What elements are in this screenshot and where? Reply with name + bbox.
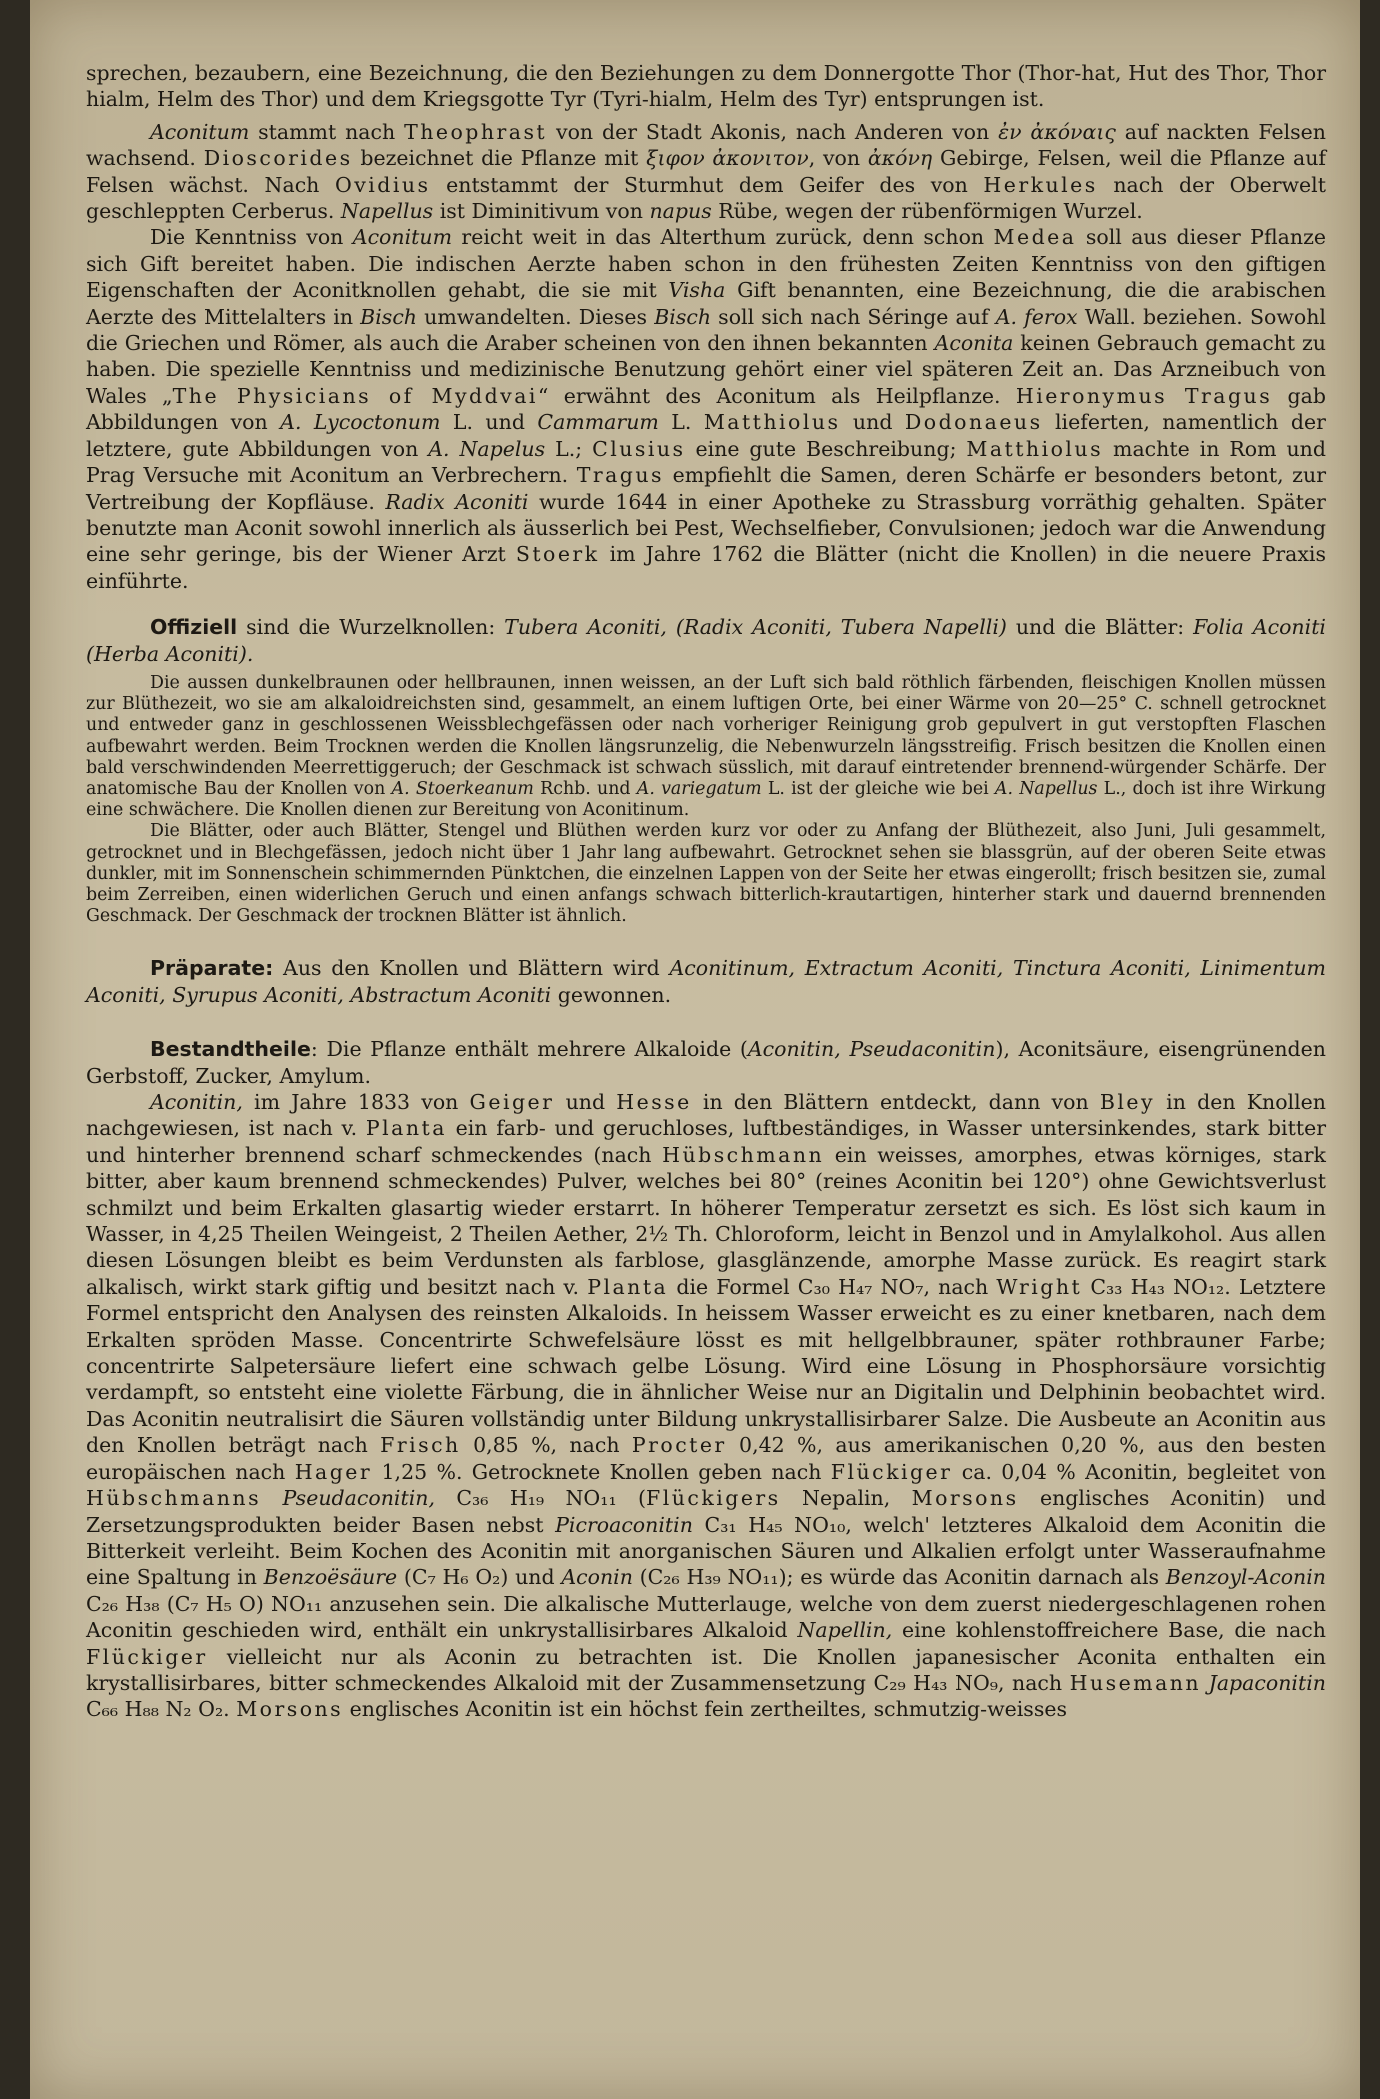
text-segment: Wall. beziehen. Sowohl die Griechen und Römer, als auch die Araber scheinen von den ihnen bekannten bbox=[86, 304, 1326, 356]
italic-text: Visha bbox=[668, 278, 726, 303]
text-segment: im Jahre 1762 die Blätter (nicht die Knollen) in die neuere Praxis einführte. bbox=[86, 542, 1326, 593]
text-segment: stammt nach bbox=[249, 119, 405, 144]
section-heading: Bestandtheile bbox=[150, 1037, 311, 1062]
text-segment: ist Diminitivum von bbox=[433, 199, 650, 224]
text-segment: bezeichnet die Pflanze mit bbox=[352, 146, 647, 171]
italic-text: Benzoësäure bbox=[263, 1565, 398, 1590]
italic-text: Aconita bbox=[934, 331, 1014, 356]
text-segment: Aus den Knollen und Blättern wird bbox=[273, 956, 670, 981]
italic-text: Aconin bbox=[561, 1565, 633, 1590]
italic-text: Napellin, bbox=[797, 1618, 893, 1643]
text-segment: und bbox=[840, 410, 905, 435]
text-segment: in den Knollen nachgewiesen, ist nach v. bbox=[86, 1090, 1327, 1141]
spaced-name: The Physicians of Myddvai bbox=[172, 383, 538, 408]
text-segment: ca. 0,04 % Aconitin, begleitet von bbox=[952, 1459, 1326, 1484]
text-segment: ein weisses, amorphes, etwas körniges, stark bitter, aber kaum brennend schmeckendes) Pulver, welches bei 80° (reines Aconitin bei 120°) ohne Gewichtsverlust schmilzt und beim Erkalten glasartig wieder erstarrt. In höherer Temperatur zersetzt es sich. Es löst sich kaum in Wasser, in 4,25 Theilen Weingeist, 2 Theilen Aether, 2½ Th. Chloroform, leicht in Benzol und in Amylalkohol. Aus allen diesen Lösungen bleibt es beim Verdunsten als farblose, glasglänzende, amorphe Masse zurück. Es reagirt stark alkalisch, wirkt stark giftig und besitzt nach v. bbox=[86, 1142, 1326, 1299]
italic-text: Cammarum bbox=[537, 410, 659, 435]
spaced-name: Flückiger bbox=[830, 1459, 953, 1484]
spaced-name: Hübschmann bbox=[662, 1142, 825, 1167]
italic-text: A. Napellus bbox=[994, 778, 1098, 799]
text-segment: empfiehlt die Samen, deren Schärfe er besonders betont, zur Vertreibung der Kopfläuse. bbox=[86, 463, 1326, 514]
text-segment: gab Abbildungen von bbox=[86, 383, 1326, 435]
text-segment: im Jahre 1833 von bbox=[242, 1090, 470, 1114]
text-segment: eine gute Beschreibung; bbox=[685, 436, 967, 461]
spaced-name: Dodonaeus bbox=[904, 410, 1043, 435]
paragraph-p1 bbox=[86, 60, 1326, 113]
spaced-name: Matthiolus bbox=[703, 410, 841, 435]
text-segment: von der Stadt Akonis, nach Anderen von bbox=[547, 119, 999, 144]
text-segment: nach der Oberwelt geschleppten Cerberus. bbox=[86, 172, 1326, 224]
italic-text: ξιφον ἀκονιτον bbox=[646, 146, 809, 171]
paragraph-p8 bbox=[86, 1036, 1326, 1089]
italic-text: A. Lycoctonum bbox=[280, 410, 441, 435]
paragraph-p4 bbox=[86, 614, 1326, 667]
text-segment: L.; bbox=[545, 436, 593, 461]
paragraph-p9 bbox=[86, 1089, 1326, 1723]
text-segment: ), Aconitsäure, eisengrünenden Gerbstoff, Zucker, Amylum. bbox=[86, 1037, 1326, 1088]
italic-text: Folia Aconiti (Herba Aconiti). bbox=[86, 615, 1326, 666]
text-segment: und die Blätter: bbox=[1006, 615, 1194, 640]
spaced-name: Dioscorides bbox=[203, 146, 353, 171]
italic-text: Aconitin, Pseudaconitin bbox=[747, 1037, 996, 1062]
text-segment: machte in Rom und Prag Versuche mit Aconitum an Verbrechern. bbox=[86, 436, 1326, 488]
text-segment: Die aussen dunkelbraunen oder hellbraunen, innen weissen, an der Luft sich bald röthlich färbenden, fleischigen Knollen müssen zur Blüthezeit, wo sie am alkaloidreichsten sind, gesammelt, an einem luftigen Orte, bei einer Wärme von 20—25° C. schnell getrocknet und entweder ganz in geschlossenen Weissblechgefässen oder nach vorheriger Reinigung grob gepulvert in gut verstopften Flaschen aufbewahrt werden. Beim Trocknen werden die Knollen längsrunzelig, die Nebenwurzeln längsstreifig. Frisch besitzen die Knollen einen bald verschwindenden Meerrettiggeruch; der Geschmack ist schwach süsslich, mit darauf eintretender brennend-würgender Schärfe. Der anatomische Bau der Knollen von bbox=[86, 672, 1326, 799]
text-segment: Rübe, wegen der rübenförmigen Wurzel. bbox=[711, 199, 1143, 224]
text-segment: Die Kenntniss von bbox=[150, 225, 353, 250]
spaced-name: Morsons bbox=[236, 1697, 344, 1722]
spaced-name: Bley bbox=[1099, 1090, 1156, 1114]
spaced-name: Clusius bbox=[592, 436, 686, 461]
text-segment: keinen Gebrauch gemacht zu haben. Die spezielle Kenntniss und medizinische Benutzung gehört einer viel späteren Zeit an. Das Arzneibuch von Wales „ bbox=[86, 331, 1327, 408]
text-segment: C₃₁ H₄₅ NO₁₀, welch' letzteres Alkaloid dem Aconitin die Bitterkeit verleiht. Beim Kochen des Aconitin mit anorganischen Säuren und Alkalien erfolgt unter Wasseraufnahme eine Spaltung in bbox=[86, 1512, 1326, 1590]
italic-text: A. ferox bbox=[995, 304, 1078, 329]
text-segment: soll aus dieser Pflanze sich Gift bereitet haben. Die indischen Aerzte haben schon in den frühesten Zeiten Kenntniss von den giftigen Eigenschaften der Aconitknollen gehabt, die sie mit bbox=[86, 225, 1327, 303]
italic-text: Aconitum bbox=[150, 119, 250, 144]
spaced-name: Wright bbox=[996, 1274, 1083, 1299]
text-segment: auf nackten Felsen wachsend. bbox=[86, 119, 1327, 171]
text-segment bbox=[261, 1486, 282, 1510]
italic-text: ἐν ἀκόναις bbox=[998, 119, 1116, 144]
text-segment: englisches Aconitin ist ein höchst fein zertheiltes, schmutzig-weisses bbox=[343, 1697, 1067, 1722]
spaced-name: Procter bbox=[631, 1433, 727, 1458]
italic-text: A. variegatum bbox=[636, 778, 762, 799]
spaced-name: Planta bbox=[365, 1116, 447, 1141]
text-segment: und bbox=[554, 1090, 617, 1114]
spaced-name: Planta bbox=[587, 1274, 669, 1299]
text-segment: Rchb. und bbox=[533, 778, 637, 799]
paragraph-p2 bbox=[86, 119, 1326, 225]
text-segment: wurde 1644 in einer Apotheke zu Strassburg vorräthig gehalten. Später benutzte man Aconit sowohl innerlich als äusserlich bei Pest, Wechselfieber, Convulsionen; jedoch war die Anwendung eine sehr geringe, bis der Wiener Arzt bbox=[86, 489, 1326, 567]
italic-text: A. Napelus bbox=[428, 436, 546, 461]
italic-text: Aconitum bbox=[352, 225, 453, 250]
paragraph-p3 bbox=[86, 224, 1326, 594]
text-segment: L. bbox=[658, 410, 704, 435]
italic-text: A. Stoerkeanum bbox=[391, 778, 534, 799]
text-segment: C₃₆ H₁₉ NO₁₁ ( bbox=[434, 1486, 647, 1511]
spaced-name: Hager bbox=[294, 1459, 373, 1484]
paragraph-p6 bbox=[86, 821, 1326, 927]
text-segment: C₆₆ H₈₈ N₂ O₂. bbox=[86, 1697, 237, 1722]
text-segment: Gebirge, Felsen, weil die Pflanze auf Felsen wächst. Nach bbox=[86, 146, 1327, 197]
text-segment: “ erwähnt des Aconitum als Heilpflanze. bbox=[537, 383, 1016, 408]
spaced-name: Herkules bbox=[983, 172, 1098, 197]
text-segment: die Formel C₃₀ H₄₇ NO₇, nach bbox=[668, 1274, 997, 1299]
spaced-name: Geiger bbox=[469, 1090, 555, 1114]
text-segment: eine kohlenstoffreichere Base, die nach bbox=[892, 1618, 1326, 1643]
spaced-name: Tragus bbox=[576, 463, 665, 488]
spaced-name: Hübschmanns bbox=[86, 1486, 262, 1511]
italic-text: Aconitinum, Extractum Aconiti, Tinctura Aconiti, Linimentum Aconiti, Syrupus Aconiti, Abstractum Aconiti bbox=[86, 956, 1326, 1007]
text-segment: : Die Pflanze enthält mehrere Alkaloide ( bbox=[310, 1037, 748, 1062]
text-segment: 0,42 %, aus amerikanischen 0,20 %, aus den besten europäischen nach bbox=[86, 1433, 1326, 1484]
book-page bbox=[30, 0, 1360, 2099]
italic-text: Napellus bbox=[340, 199, 434, 224]
text-segment: lieferten, namentlich der letztere, gute Abbildungen von bbox=[86, 410, 1326, 461]
text-segment: vielleicht nur als Aconin zu betrachten ist. Die Knollen japanesischer Aconita enthalten ein krystallisirbares, bitter schmeckendes Alkaloid mit der Zusammensetzung C₂₉ H₄₃ NO₉, nach bbox=[86, 1644, 1326, 1695]
text-segment: L. ist der gleiche wie bei bbox=[761, 778, 995, 799]
spaced-name: Hesse bbox=[616, 1090, 692, 1114]
text-segment: ein farb- und geruchloses, luftbeständiges, in Wasser untersinkendes, stark bitter und hinterher brennend scharf schmeckendes (nach bbox=[86, 1116, 1326, 1167]
text-segment: gewonnen. bbox=[551, 982, 672, 1007]
text-segment: L. und bbox=[440, 410, 538, 435]
spaced-name: Medea bbox=[993, 225, 1077, 250]
italic-text: Japaconitin bbox=[1208, 1670, 1326, 1695]
text-segment: Nepalin, bbox=[780, 1486, 912, 1511]
text-segment: (C₂₆ H₃₉ NO₁₁); es würde das Aconitin darnach als bbox=[632, 1565, 1166, 1590]
text-segment: C₃₃ H₄₃ NO₁₂. Letztere Formel entspricht den Analysen des reinsten Alkaloids. In heissem Wasser erweicht es zu einer knetbaren, nach dem Erkalten spröden Masse. Concentrirte Schwefelsäure lösst es mit hellgelbbrauner, später rothbrauner Farbe; concentrirte Salpetersäure liefert eine schwach gelbe Lösung. Wird eine Lösung in Phosphorsäure vorsichtig verdampft, so entsteht eine violette Färbung, die in ähnlicher Weise nur an Digitalin und Delphinin beobachtet wird. Das Aconitin neutralisirt die Säuren vollständig unter Bildung unkrystallisirbarer Salze. Die Ausbeute an Aconitin aus den Knollen beträgt nach bbox=[86, 1274, 1326, 1458]
spaced-name: Theophrast bbox=[404, 119, 548, 144]
page-text bbox=[86, 60, 1326, 1723]
text-segment: L., doch ist ihre Wirkung eine schwächere. Die Knollen dienen zur Bereitung von Aconitinum. bbox=[86, 778, 1327, 821]
text-segment: englisches Aconitin) und Zersetzungsprodukten beider Basen nebst bbox=[86, 1486, 1326, 1537]
text-segment: 0,85 %, nach bbox=[460, 1433, 632, 1458]
text-segment: sprechen, bezaubern, eine Bezeichnung, die den Beziehungen zu dem Donnergotte Thor (Thor-hat, Hut des Thor, Thor hialm, Helm des Thor) und dem Kriegsgotte Tyr (Tyri-hialm, Helm des Tyr) entsprungen ist. bbox=[86, 61, 1326, 112]
spaced-name: Ovidius bbox=[334, 172, 431, 197]
text-segment: Gift benannten, eine Bezeichnung, die die arabischen Aerzte des Mittelalters in bbox=[86, 278, 1326, 329]
text-segment: umwandelten. Dieses bbox=[417, 304, 655, 329]
italic-text: ἀκόνη bbox=[867, 146, 933, 171]
italic-text: Aconitin, bbox=[150, 1090, 243, 1114]
italic-text: napus bbox=[649, 199, 712, 224]
text-segment: C₂₆ H₃₈ (C₇ H₅ O) NO₁₁ anzusehen sein. Die alkalische Mutterlauge, welche von dem zuerst niedergeschlagenen rohen Aconitin geschieden wird, enthält ein unkrystallisirbares Alkaloid bbox=[86, 1591, 1326, 1643]
section-heading: Offiziell bbox=[150, 615, 238, 640]
italic-text: Picroaconitin bbox=[555, 1512, 693, 1537]
spaced-name: Morsons bbox=[911, 1486, 1019, 1511]
italic-text: Bisch bbox=[360, 304, 417, 329]
spaced-name: Flückiger bbox=[86, 1644, 208, 1669]
italic-text: Pseudaconitin, bbox=[282, 1486, 435, 1511]
italic-text: Tubera Aconiti, (Radix Aconiti, Tubera Napelli) bbox=[504, 615, 1007, 640]
spaced-name: Stoerk bbox=[515, 542, 600, 567]
text-segment: reicht weit in das Alterthum zurück, denn schon bbox=[452, 225, 994, 250]
paragraph-p5 bbox=[86, 673, 1326, 821]
text-segment: 1,25 %. Getrocknete Knollen geben nach bbox=[372, 1459, 831, 1484]
spaced-name: Flückigers bbox=[646, 1486, 781, 1511]
spaced-name: Husemann bbox=[1069, 1670, 1202, 1695]
text-segment: (C₇ H₆ O₂) und bbox=[397, 1565, 562, 1590]
italic-text: Radix Aconiti bbox=[385, 489, 529, 514]
text-segment bbox=[1201, 1671, 1209, 1695]
text-segment: entstammt der Sturmhut dem Geifer des von bbox=[430, 172, 984, 197]
italic-text: Benzoyl-Aconin bbox=[1165, 1565, 1326, 1590]
spaced-name: Hieronymus Tragus bbox=[1015, 383, 1273, 408]
italic-text: Bisch bbox=[654, 304, 712, 329]
text-segment: in den Blättern entdeckt, dann von bbox=[691, 1090, 1100, 1114]
spaced-name: Matthiolus bbox=[966, 436, 1104, 461]
spaced-name: Frisch bbox=[380, 1433, 461, 1458]
text-segment: , von bbox=[808, 146, 868, 171]
text-segment: sind die Wurzelknollen: bbox=[237, 615, 505, 640]
section-heading: Präparate: bbox=[150, 956, 274, 981]
text-segment: soll sich nach Séringe auf bbox=[711, 304, 996, 329]
paragraph-p7 bbox=[86, 955, 1326, 1008]
text-segment: Die Blätter, oder auch Blätter, Stengel und Blüthen werden kurz vor oder zu Anfang der Blüthezeit, also Juni, Juli gesammelt, getrocknet und in Blechgefässen, jedoch nicht über 1 Jahr lang aufbewahrt. Getrocknet sehen sie blassgrün, auf der oberen Seite etwas dunkler, mit im Sonnenschein schimmernden Pünktchen, die einzelnen Lappen von der Seite her etwas eingerollt; frisch besitzen sie, zumal beim Zerreiben, einen widerlichen Geruch und einen anfangs schwach bitterlich-krautartigen, hinterher stark und dauernd brennenden Geschmack. Der Geschmack der trocknen Blätter ist ähnlich. bbox=[86, 821, 1326, 927]
